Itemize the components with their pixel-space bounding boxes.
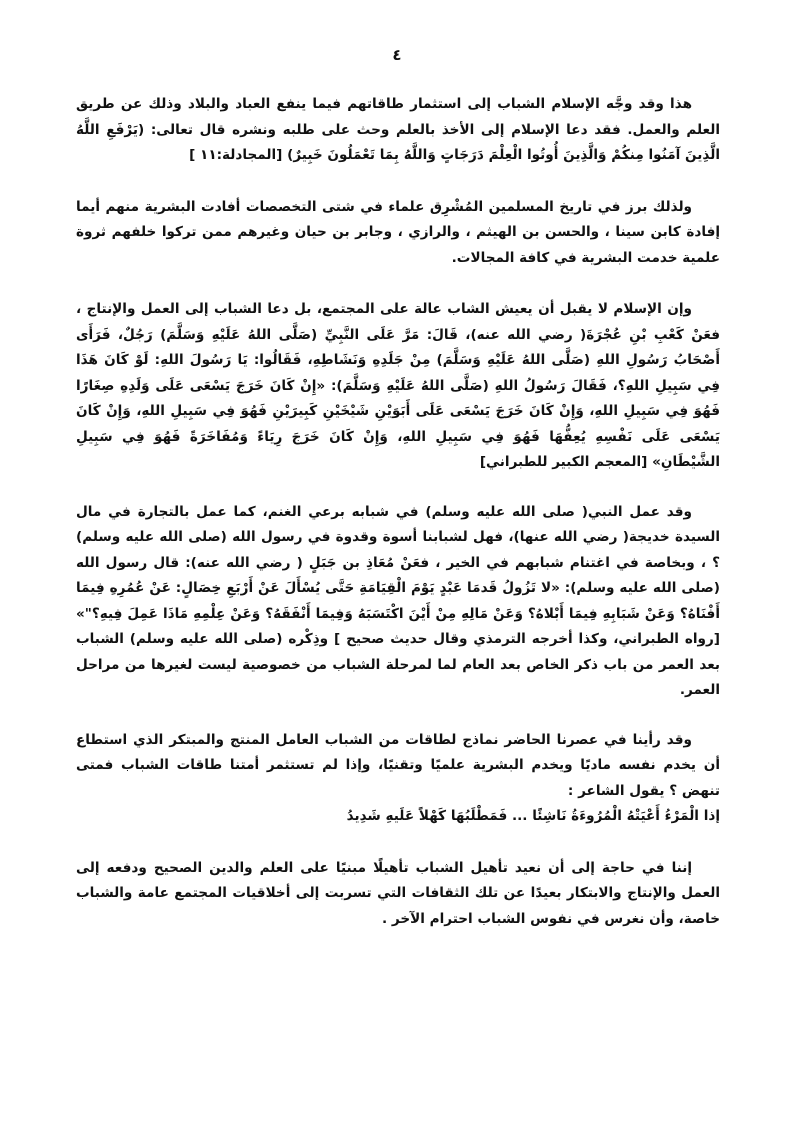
paragraph-5 <box>76 728 720 830</box>
poem-verse: إذا الْمَرْءُ أَعْيَتْهُ الْمُرُوءَةُ نَاشِئًا ... فَمَطْلَبُهَا كَهْلاً عَلَيهِ شَدِيدُ <box>346 808 720 824</box>
document-body <box>76 92 720 958</box>
paragraph-4: وقد عمل النبي( صلى الله عليه وسلم) في شبابه برعي الغنم، كما عمل بالتجارة في مال السيدة خديجة( رضي الله عنها)، فهل لشبابنا أسوة وقدوة في رسول الله (صلى الله عليه وسلم) ؟ ، وبخاصة في اغتنام شبابهم في الخير ، فعَنْ مُعَاذِ بن جَبَلٍ ( رضي الله عنه): قال رسول الله (صلى الله عليه وسلم): «لا تَزُولُ قَدمَا عَبْدٍ يَوْمَ الْقِيَامَةِ حَتَّى يُسْأَلَ عَنْ أَرْبَعِ خِصَالٍ: عَنْ عُمُرِهِ فِيمَا أَفْنَاهُ؟ وَعَنْ شَبَابِهِ فِيمَا أَبْلاهُ؟ وَعَنْ مَالِهِ مِنْ أَيْنَ اكْتَسَبَهُ وَفِيمَا أَنْفَقَهُ؟ وَعَنْ عِلْمِهِ مَاذَا عَمِلَ فِيهِ؟"» [رواه الطبراني، وكذا أخرجه الترمذي وقال حديث صحيح ] وذِكْره (صلى الله عليه وسلم) الشباب بعد العمر من باب ذكر الخاص بعد العام لما لمرحلة الشباب من خصوصية ليست لغيرها من مراحل العمر. <box>76 503 720 698</box>
page-number: ٤ <box>392 46 402 64</box>
paragraph-5-text: وقد رأينا في عصرنا الحاضر نماذج لطاقات من الشباب العامل المنتج والمبتكر الذي استطاع أن يخدم نفسه ماديًا ويخدم البشرية علميًا وتقنيًا، وإذا لم تستثمر أمتنا طاقات الشباب فمتى تنهض ؟ يقول الشاعر : <box>76 731 720 799</box>
paragraph-1: هذا وقد وجَّه الإسلام الشباب إلى استثمار طاقاتهم فيما ينفع العباد والبلاد وذلك عن طريق العلم والعمل. فقد دعا الإسلام إلى الأخذ بالعلم وحث على طلبه ونشره قال تعالى: (يَرْفَعِ اللَّهُ الَّذِينَ آمَنُوا مِنكُمْ وَالَّذِينَ أُوتُوا الْعِلْمَ دَرَجَاتٍ وَاللَّهُ بِمَا تَعْمَلُونَ خَبِيرٌ) [المجادلة:١١ ] <box>76 96 720 163</box>
paragraph-6: إننا في حاجة إلى أن نعيد تأهيل الشباب تأهيلًا مبنيًا على العلم والدين الصحيح ودفعه إلى العمل والإنتاج والابتكار بعيدًا عن تلك الثقافات التي تسربت إلى أخلاقيات المجتمع عامة والشباب خاصة، وأن نغرس في نفوس الشباب احترام الآخر . <box>76 859 720 927</box>
paragraph-2: ولذلك برز في تاريخ المسلمين المُشْرِق علماء في شتى التخصصات أفادت البشرية منهم أيما إفادة كابن سينا ، والحسن بن الهيثم ، والرازي ، وجابر بن حيان وغيرهم ممن تركوا خلفهم ثروة علمية خدمت البشرية في كافة المجالات. <box>76 198 720 266</box>
paragraph-3: وإن الإسلام لا يقبل أن يعيش الشاب عالة على المجتمع، بل دعا الشباب إلى العمل والإنتاج ، فعَنْ كَعْبِ بْنِ عُجْرَةَ( رضي الله عنه)، قَالَ: مَرَّ عَلَى النَّبِيِّ (صَلَّى اللهُ عَلَيْهِ وَسَلَّمَ) رَجُلٌ، فَرَأَى أَصْحَابُ رَسُولِ اللهِ (صَلَّى اللهُ عَلَيْهِ وَسَلَّمَ) مِنْ جَلَدِهِ وَنَشَاطِهِ، فَقَالُوا: يَا رَسُولَ اللهِ: لَوْ كَانَ هَذَا فِي سَبِيلِ اللهِ؟، فَقَالَ رَسُولُ اللهِ (صَلَّى اللهُ عَلَيْهِ وَسَلَّمَ): «إِنْ كَانَ خَرَجَ يَسْعَى عَلَى وَلَدِهِ صِغَارًا فَهُوَ فِي سَبِيلِ اللهِ، وَإِنْ كَانَ خَرَجَ يَسْعَى عَلَى أَبَوَيْنِ شَيْخَيْنِ كَبِيرَيْنِ فَهُوَ فِي سَبِيلِ اللهِ، وَإِنْ كَانَ يَسْعَى عَلَى نَفْسِهِ يُعِفُّهَا فَهُوَ فِي سَبِيلِ اللهِ، وَإِنْ كَانَ خَرَجَ رِيَاءً وَمُفَاخَرَةً فَهُوَ فِي سَبِيلِ الشَّيْطَانِ» [المعجم الكبير للطبراني] <box>76 301 720 470</box>
